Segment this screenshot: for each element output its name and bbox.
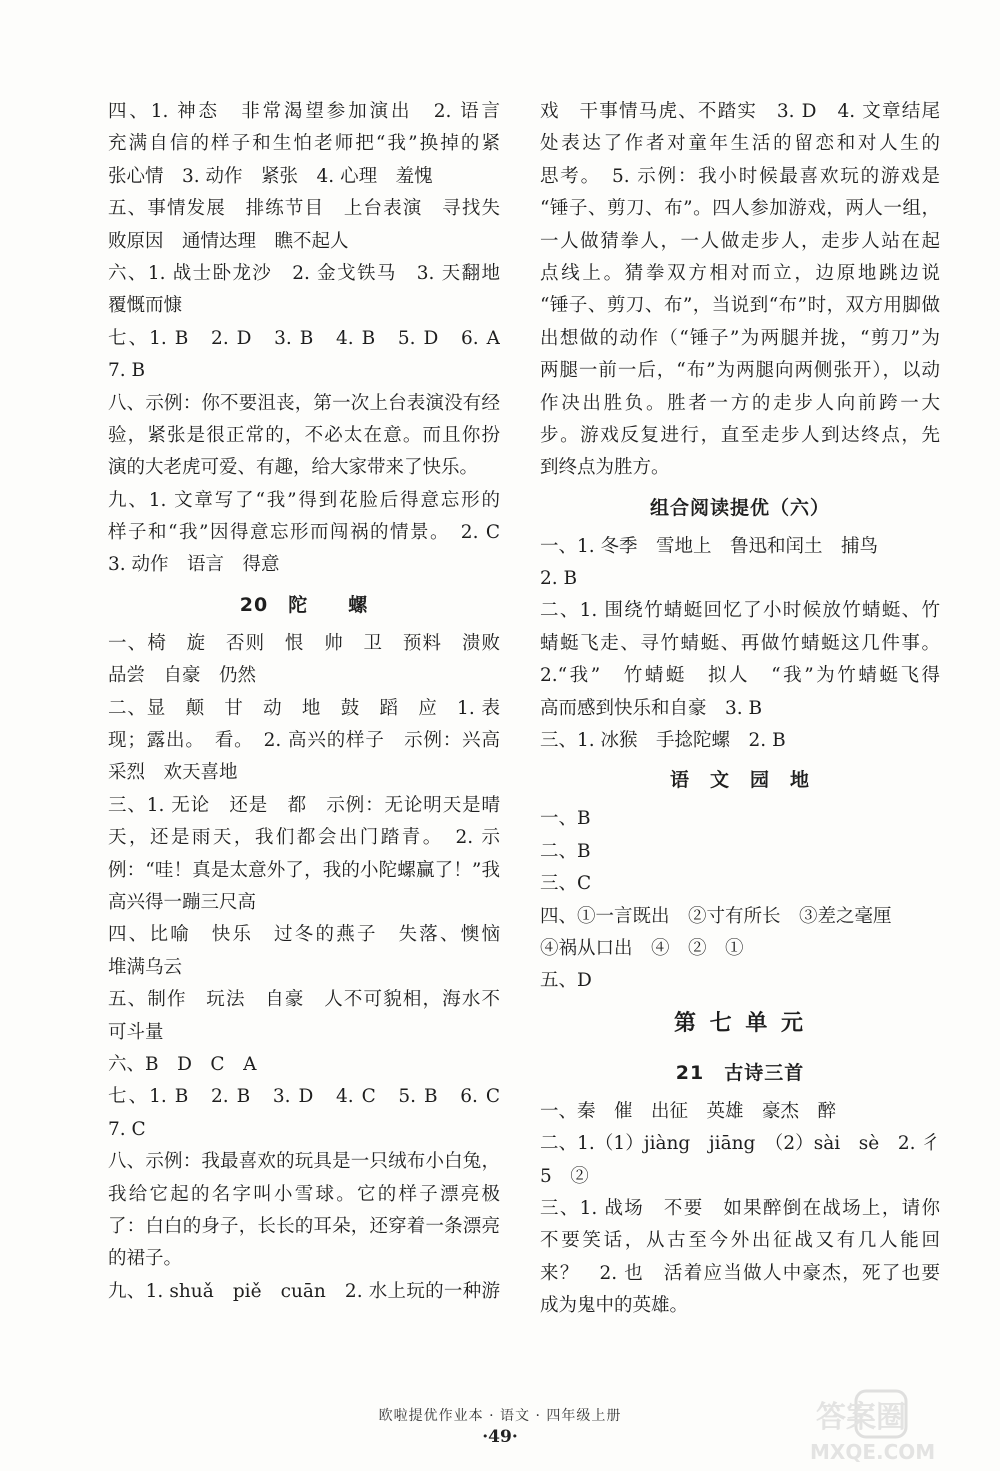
section-heading: 组合阅读提优（六） <box>649 496 830 519</box>
answer-line: 样子和“我”因得意忘形而闯祸的情景。 2. C <box>108 522 500 544</box>
answer-line: 例：“哇！真是太意外了，我的小陀螺赢了！”我 <box>108 859 500 881</box>
answer-line: 败原因 通情达理 瞧不起人 <box>108 230 349 252</box>
answer-line: 处表达了作者对童年生活的留恋和对人生的 <box>540 133 940 155</box>
footer-book-title: 欧啦提优作业本 · 语文 · 四年级上册 <box>378 1408 622 1424</box>
answer-line: 三、1. 战场 不要 如果醉倒在战场上，请你 <box>540 1197 940 1219</box>
answer-line: 蜻蜓飞走、寻竹蜻蜓、再做竹蜻蜓这几件事。 <box>540 632 940 654</box>
left-column <box>108 96 500 1308</box>
answer-line: 九、1. 文章写了“我”得到花脸后得意忘形的 <box>108 489 500 511</box>
section-heading: 21 古诗三首 <box>675 1061 805 1084</box>
answer-line: 七、1. B 2. B 3. D 4. C 5. B 6. C <box>108 1086 500 1108</box>
answer-line: 张心情 3. 动作 紧张 4. 心理 羞愧 <box>108 165 433 187</box>
answer-line: 来？ 2. 也 活着应当做人中豪杰，死了也要 <box>540 1262 940 1284</box>
right-column <box>540 96 940 1323</box>
answer-line: 7. C <box>108 1118 146 1140</box>
answer-line: 二、显 颠 甘 动 地 鼓 蹈 应 1. 表 <box>108 697 500 719</box>
page-number: ·49· <box>482 1427 518 1447</box>
answer-line: 一、1. 冬季 雪地上 鲁迅和闰土 捕鸟 <box>540 535 879 557</box>
answer-line: 2.“我” 竹蜻蜓 拟人 “我”为竹蜻蜓飞得 <box>540 665 940 687</box>
watermark-logo <box>796 1385 976 1465</box>
answer-line: 五、事情发展 排练节目 上台表演 寻找失 <box>108 198 500 220</box>
answer-line: 作决出胜负。胜者一方的走步人向前跨一大 <box>540 392 940 414</box>
answer-line: “锤子、剪刀、布”，当说到“布”时，双方用脚做 <box>540 295 940 317</box>
answer-line: 可斗量 <box>108 1021 164 1043</box>
watermark-text: 答案圈 <box>816 1400 906 1435</box>
answer-line: 六、1. 战士卧龙沙 2. 金戈铁马 3. 天翻地 <box>108 262 500 284</box>
answer-line: 步。游戏反复进行，直至走步人到达终点，先 <box>540 424 940 446</box>
answer-line: 到终点为胜方。 <box>540 457 670 479</box>
answer-line: 覆慨而慷 <box>108 295 183 317</box>
answer-line: 现；露出。 看。 2. 高兴的样子 示例：兴高 <box>108 730 500 752</box>
answer-line: 九、1. shuǎ piě cuān 2. 水上玩的一种游 <box>108 1280 500 1302</box>
answer-line: 七、1. B 2. D 3. B 4. B 5. D 6. A <box>108 327 500 349</box>
answer-line: 我给它起的名字叫小雪球。它的样子漂亮极 <box>108 1183 500 1205</box>
answer-line: 思考。 5. 示例：我小时候最喜欢玩的游戏是 <box>540 165 940 187</box>
answer-line: 不要笑话，从古至今外出征战又有几人能回 <box>540 1230 940 1252</box>
answer-line: 三、1. 无论 还是 都 示例：无论明天是晴 <box>108 794 500 816</box>
answer-line: 八、示例：我最喜欢的玩具是一只绒布小白兔， <box>108 1151 500 1173</box>
answer-line: 2. B <box>540 568 578 590</box>
answer-line: 采烈 欢天喜地 <box>108 762 238 784</box>
answer-line: 四、①一言既出 ②寸有所长 ③差之毫厘 <box>540 905 892 927</box>
answer-line: 的裙子。 <box>108 1248 183 1270</box>
answer-line: 了：白白的身子，长长的耳朵，还穿着一条漂亮 <box>108 1215 500 1237</box>
section-heading: 第 七 单 元 <box>674 1010 806 1036</box>
answer-line: 两腿一前一后，“布”为两腿向两侧张开），以动 <box>540 360 940 382</box>
answer-line: 5 ② <box>540 1165 589 1187</box>
answer-line: “锤子、剪刀、布”。四人参加游戏，两人一组， <box>540 198 940 220</box>
answer-line: ④祸从口出 ④ ② ① <box>540 937 744 959</box>
answer-line: 验，紧张是很正常的，不必太在意。而且你扮 <box>108 424 500 446</box>
answer-line: 高兴得一蹦三尺高 <box>108 891 257 913</box>
answer-line: 3. 动作 语言 得意 <box>108 554 280 576</box>
answer-line: 三、1. 冰猴 手捻陀螺 2. B <box>540 730 786 752</box>
answer-line: 二、1.（1）jiàng jiāng （2）sài sè 2. 彳 <box>540 1133 940 1155</box>
answer-line: 一、椅 旋 否则 恨 帅 卫 预料 溃败 <box>108 632 500 654</box>
answer-line: 演的大老虎可爱、有趣，给大家带来了快乐。 <box>108 457 479 479</box>
answer-line: 三、C <box>540 873 592 895</box>
answer-line: 四、比喻 快乐 过冬的燕子 失落、懊恼 <box>108 924 500 946</box>
answer-line: 7. B <box>108 360 146 382</box>
answer-line: 一人做猜拳人，一人做走步人，走步人站在起 <box>540 230 940 252</box>
answer-line: 品尝 自豪 仍然 <box>108 665 257 687</box>
section-heading: 20 陀 螺 <box>239 593 369 616</box>
answer-line: 二、1. 围绕竹蜻蜓回忆了小时候放竹蜻蜓、竹 <box>540 600 940 622</box>
answer-line: 高而感到快乐和自豪 3. B <box>540 697 763 719</box>
answer-line: 堆满乌云 <box>108 956 183 978</box>
watermark-sub: MXQE.COM <box>810 1440 936 1464</box>
answer-line: 六、B D C A <box>108 1053 257 1075</box>
section-heading: 语 文 园 地 <box>669 769 810 792</box>
answer-line: 五、制作 玩法 自豪 人不可貌相，海水不 <box>108 989 500 1011</box>
answer-line: 八、示例：你不要沮丧，第一次上台表演没有经 <box>108 392 500 414</box>
answer-line: 点线上。猜拳双方相对而立，边原地跳边说 <box>540 262 940 284</box>
answer-line: 出想做的动作（“锤子”为两腿并拢，“剪刀”为 <box>540 327 940 349</box>
answer-line: 五、D <box>540 970 592 992</box>
answer-line: 一、秦 催 出征 英雄 豪杰 醉 <box>540 1100 837 1122</box>
answer-line: 充满自信的样子和生怕老师把“我”换掉的紧 <box>108 133 500 155</box>
answer-line: 天，还是雨天，我们都会出门踏青。 2. 示 <box>108 827 500 849</box>
answer-line: 二、B <box>540 840 591 862</box>
answer-line: 戏 干事情马虎、不踏实 3. D 4. 文章结尾 <box>540 101 940 122</box>
answer-line: 四、1. 神态 非常渴望参加演出 2. 语言 <box>108 101 500 122</box>
answer-line: 成为鬼中的英雄。 <box>540 1295 689 1317</box>
answer-line: 一、B <box>540 808 591 830</box>
